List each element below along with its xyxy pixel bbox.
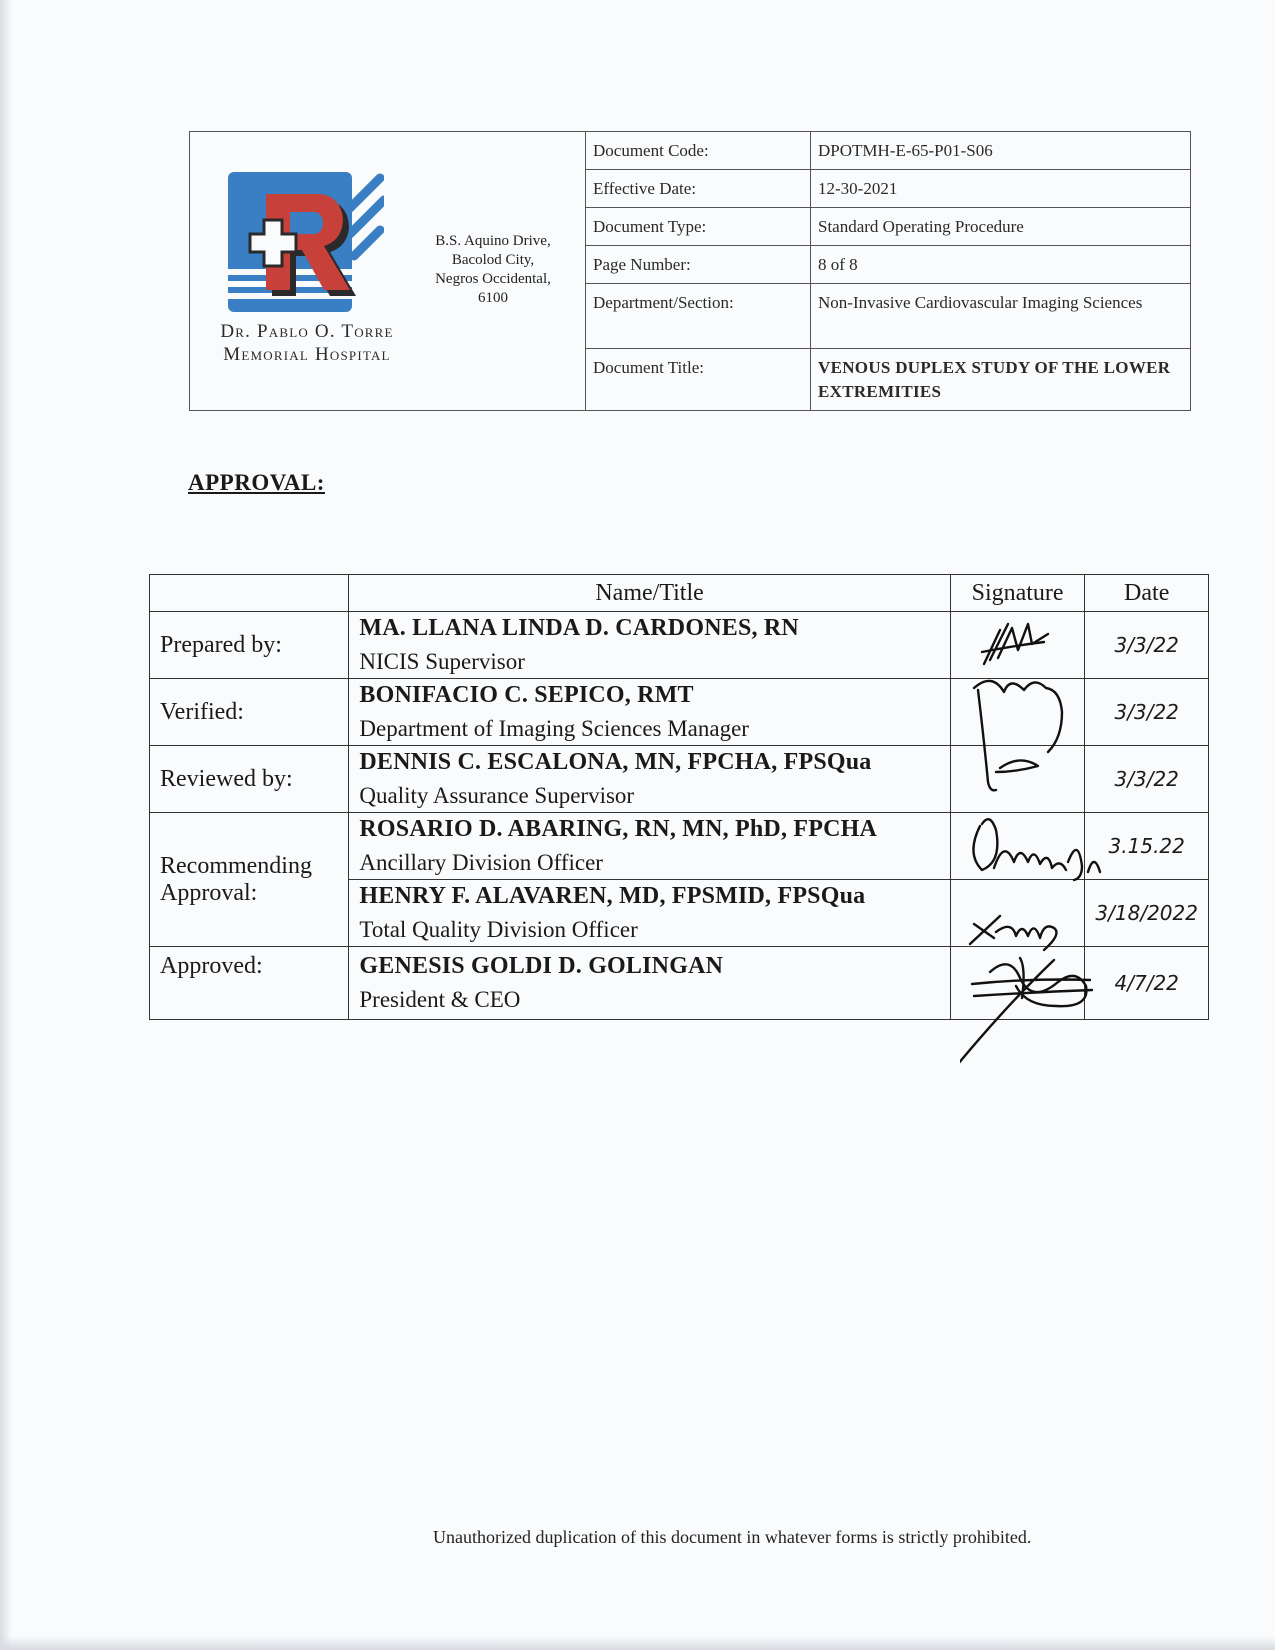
info-row-page-number — [586, 246, 1190, 284]
hospital-name-line1: Dr. Pablo O. Torre — [220, 321, 394, 342]
address-line: B.S. Aquino Drive, — [435, 233, 551, 249]
person-name: GENESIS GOLDI D. GOLINGAN — [359, 953, 724, 979]
info-value: Non-Invasive Cardiovascular Imaging Sciences — [811, 284, 1191, 349]
person-name: MA. LLANA LINDA D. CARDONES, RN — [359, 615, 799, 641]
document-header — [189, 131, 1191, 411]
signature-cell — [950, 746, 1085, 813]
approval-row-recommending-1 — [150, 813, 1209, 880]
date-cell: 3/3/22 — [1085, 612, 1209, 679]
info-value: 8 of 8 — [811, 246, 1191, 284]
info-label: Document Title: — [586, 348, 811, 410]
approval-row-reviewed — [150, 746, 1209, 813]
info-row-department — [586, 284, 1190, 349]
person-title: Ancillary Division Officer — [359, 850, 603, 875]
page-edge-shadow — [0, 0, 12, 1650]
approval-row-prepared — [150, 612, 1209, 679]
signature-cell — [950, 947, 1085, 1020]
info-row-document-title — [586, 348, 1190, 410]
info-row-document-type — [586, 208, 1190, 246]
person-cell — [349, 612, 950, 679]
info-label: Department/Section: — [586, 284, 811, 349]
person-title: NICIS Supervisor — [359, 649, 525, 674]
date-cell: 3/18/2022 — [1085, 880, 1209, 947]
person-title: Department of Imaging Sciences Manager — [359, 716, 749, 741]
person-cell — [349, 880, 950, 947]
address-line: Negros Occidental, — [435, 271, 551, 287]
role-label: Prepared by: — [150, 612, 349, 679]
hospital-logo-icon — [228, 172, 384, 316]
person-name: HENRY F. ALAVAREN, MD, FPSMID, FPSQua — [359, 883, 866, 909]
document-title: VENOUS DUPLEX STUDY OF THE LOWER EXTREMITIES — [811, 348, 1191, 410]
role-column-header — [150, 575, 349, 612]
person-cell — [349, 947, 950, 1020]
person-cell — [349, 679, 950, 746]
footer-notice: Unauthorized duplication of this document in whatever forms is strictly prohibited. — [433, 1527, 1032, 1547]
info-value: 12-30-2021 — [811, 170, 1191, 208]
info-row-document-code — [586, 132, 1190, 170]
signature-column-header: Signature — [950, 575, 1085, 612]
date-cell: 3/3/22 — [1085, 679, 1209, 746]
approval-header-row — [150, 575, 1209, 612]
person-title: President & CEO — [359, 987, 521, 1012]
info-value: DPOTMH-E-65-P01-S06 — [811, 132, 1191, 170]
hospital-name — [202, 320, 412, 366]
document-info-table — [586, 132, 1190, 410]
name-column-header: Name/Title — [349, 575, 950, 612]
role-label: Approved: — [150, 947, 349, 1020]
date-cell: 4/7/22 — [1085, 947, 1209, 1020]
person-name: DENNIS C. ESCALONA, MN, FPCHA, FPSQua — [359, 749, 872, 775]
role-label: Reviewed by: — [150, 746, 349, 813]
logo-cell — [190, 132, 586, 410]
info-value: Standard Operating Procedure — [811, 208, 1191, 246]
role-label: Verified: — [150, 679, 349, 746]
info-row-effective-date — [586, 170, 1190, 208]
page-bottom-edge — [0, 1636, 1275, 1650]
person-name: ROSARIO D. ABARING, RN, MN, PhD, FPCHA — [359, 816, 878, 842]
signature-cell — [950, 880, 1085, 947]
date-cell: 3/3/22 — [1085, 746, 1209, 813]
info-label: Document Code: — [586, 132, 811, 170]
info-label: Page Number: — [586, 246, 811, 284]
person-cell — [349, 813, 950, 880]
approval-row-verified — [150, 679, 1209, 746]
info-label: Effective Date: — [586, 170, 811, 208]
info-label: Document Type: — [586, 208, 811, 246]
signature-cell — [950, 679, 1085, 746]
approval-row-approved — [150, 947, 1209, 1020]
signature-cell — [950, 813, 1085, 880]
hospital-name-line2: Memorial Hospital — [223, 344, 391, 365]
person-name: BONIFACIO C. SEPICO, RMT — [359, 682, 694, 708]
role-label: Recommending Approval: — [150, 813, 349, 947]
person-title: Quality Assurance Supervisor — [359, 783, 635, 808]
approval-table — [149, 574, 1209, 1020]
approval-heading: APPROVAL: — [188, 470, 325, 495]
date-cell: 3.15.22 — [1085, 813, 1209, 880]
person-cell — [349, 746, 950, 813]
address-line: 6100 — [478, 290, 508, 306]
address-line: Bacolod City, — [451, 252, 535, 268]
person-title: Total Quality Division Officer — [359, 917, 638, 942]
signature-cell — [950, 612, 1085, 679]
hospital-address — [418, 232, 568, 308]
date-column-header: Date — [1085, 575, 1209, 612]
